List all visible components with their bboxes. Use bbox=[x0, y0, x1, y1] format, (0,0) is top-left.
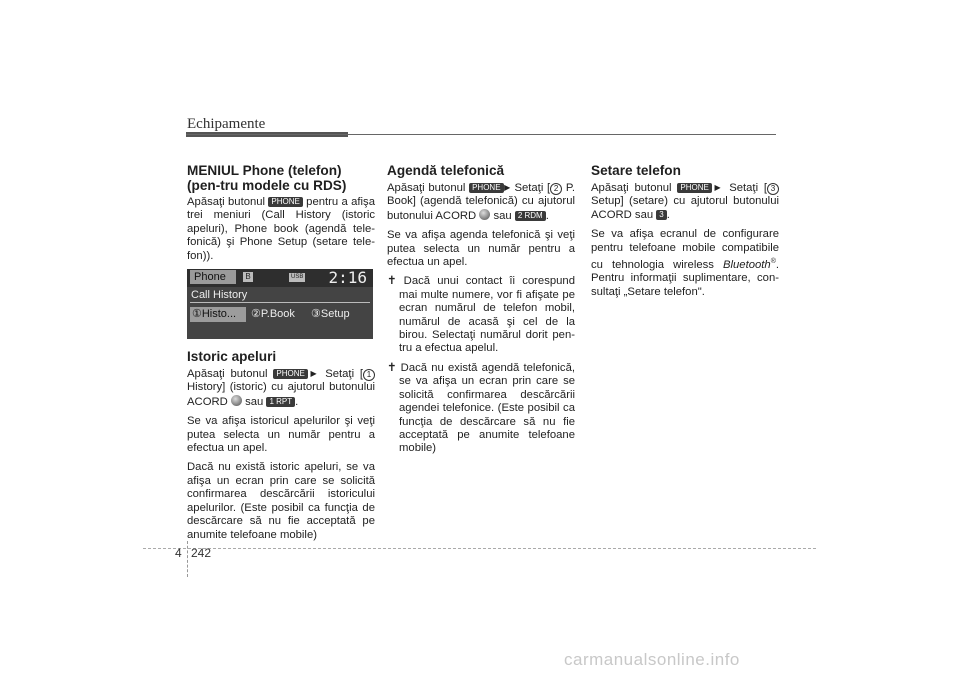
heading-call-history: Istoric apeluri bbox=[187, 349, 277, 365]
bullet-multiple-numbers bbox=[387, 275, 575, 355]
paragraph-call-history-2: Se va afişa istoricul apelurilor şi veţi putea selecta un număr pentru a efectua un apel. bbox=[187, 415, 375, 455]
rdm-button-icon: 2 RDM bbox=[515, 211, 546, 221]
screen-menu-setup: ③Setup bbox=[311, 308, 350, 321]
screen-divider bbox=[190, 302, 370, 303]
footer-rule bbox=[143, 548, 816, 550]
heading-phone-setup: Setare telefon bbox=[591, 163, 681, 178]
text: Apăsaţi butonul bbox=[591, 182, 672, 194]
text: Setaţi [ bbox=[729, 182, 768, 194]
text: Dacă nu există agendă telefonică, se va afişa un ecran prin care se solicită confirmarea descărcării agendei telefonice. (Este posibil ca funcţia de descărcare să nu fie acceptată pe anumite telefoane mobile) bbox=[399, 361, 576, 455]
text: Setup] (setare) cu ajutorul butonului ACORD sau bbox=[591, 195, 779, 221]
text: sau bbox=[493, 209, 512, 222]
arrow-right-icon: ▶ bbox=[711, 183, 724, 192]
paragraph-call-history: Apăsaţi butonul PHONE ▶ Setaţi [ 1 History] (istoric) cu ajutorul butonului ACORD sau 1 RPT . bbox=[187, 368, 375, 408]
registered-mark: ® bbox=[770, 258, 776, 266]
text: Se va afişa ecranul de configurare pentru telefoane mobile compatibile cu tehnologia wireless bbox=[591, 228, 779, 272]
preset-three-button-icon: 3 bbox=[656, 210, 666, 220]
text: sau bbox=[245, 395, 264, 408]
screen-menu-phonebook: ②P.Book bbox=[251, 308, 295, 321]
arrow-right-icon: ▶ bbox=[307, 369, 320, 379]
column-phone-setup bbox=[591, 163, 779, 305]
circled-two-icon: 2 bbox=[550, 183, 562, 195]
paragraph-phone-menu bbox=[187, 196, 375, 263]
tune-knob-icon bbox=[231, 395, 242, 406]
arrow-right-icon: ▶ bbox=[503, 183, 511, 192]
text: Setaţi [ bbox=[514, 182, 551, 194]
display-screen bbox=[187, 269, 373, 339]
header-title: Echipamente bbox=[187, 116, 266, 132]
phone-button-icon: PHONE bbox=[268, 197, 302, 207]
bullet-icon: ✝ bbox=[387, 361, 401, 374]
page-number: 242 bbox=[191, 546, 212, 560]
screen-clock: 2:16 bbox=[328, 269, 367, 288]
circled-one-icon: 1 bbox=[363, 369, 375, 381]
chapter-number: 4 bbox=[175, 546, 182, 560]
text: Dacă unui contact îi corespund mai multe numere, vor fi afişate pe ecran numărul de telefon mobil, numărul de acasă şi cel de la birou. Selectaţi numărul dorit pen-tru a efectua apelul. bbox=[399, 275, 575, 355]
phone-button-icon: PHONE bbox=[677, 183, 711, 193]
screen-subtitle: Call History bbox=[191, 289, 248, 302]
header-rule bbox=[186, 134, 776, 135]
watermark: carmanualsonline.info bbox=[564, 650, 740, 669]
column-phonebook bbox=[387, 163, 575, 462]
paragraph-phone-setup-2: Se va afişa ecranul de configurare pentru telefoane mobile compatibile cu tehnologia wireless Bluetooth®. Pentru informaţii suplimentare, con-sultaţi „Setare telefon". bbox=[591, 228, 780, 298]
column-phone-menu bbox=[187, 163, 375, 548]
heading-phonebook: Agendă telefonică bbox=[387, 163, 505, 178]
text: Pentru informaţii suplimentare, con-sultaţi „Setare telefon". bbox=[591, 272, 779, 298]
paragraph-call-history-3: Dacă nu există istoric apeluri, se va afişa un ecran prin care se solicită confirmarea descărcării istoricului apelurilor. (Este posibil ca funcţia de descărcare să nu fie acceptată pe anumite telefoane mobile) bbox=[187, 461, 375, 541]
heading-phone-menu: MENIUL Phone (telefon) (pen-tru modele cu RDS) bbox=[187, 163, 347, 193]
screen-mode-label: Phone bbox=[190, 270, 236, 284]
tune-knob-icon bbox=[479, 209, 490, 220]
phone-button-icon: PHONE bbox=[469, 183, 503, 193]
bullet-icon: ✝ bbox=[387, 275, 404, 288]
footer-divider bbox=[187, 541, 189, 577]
text: Apăsaţi butonul bbox=[187, 196, 266, 208]
screen-menu-history: ①Histo... bbox=[190, 307, 246, 322]
text: Apăsaţi butonul bbox=[387, 182, 466, 194]
bluetooth-icon: B bbox=[243, 272, 253, 282]
bluetooth-text: Bluetooth bbox=[722, 259, 771, 272]
bullet-no-phonebook bbox=[387, 362, 575, 456]
text: Apăsaţi butonul bbox=[187, 368, 268, 381]
text: P. Book] (agendă telefonică) cu ajutorul butonului ACORD bbox=[387, 182, 576, 222]
circled-three-icon: 3 bbox=[767, 183, 779, 195]
text: pentru a afişa trei meniuri (Call History (istoric apeluri), Phone book (agendă tele-fonică) şi Phone Setup (setare tele-fon)). bbox=[187, 196, 375, 262]
text: History] (istoric) cu ajutorul butonului ACORD bbox=[187, 381, 375, 408]
usb-icon: USB bbox=[291, 274, 304, 281]
text: Setaţi [ bbox=[325, 368, 364, 381]
paragraph-phonebook-2: Se va afişa agenda telefonică şi veţi putea selecta un număr pentru a efectua un apel. bbox=[387, 229, 575, 269]
paragraph-phonebook: Apăsaţi butonul PHONE ▶ Setaţi [ 2 P. Book] (agendă telefonică) cu ajutorul butonului ACORD sau 2 RDM . bbox=[387, 182, 576, 222]
rpt-button-icon: 1 RPT bbox=[266, 397, 295, 407]
phone-button-icon: PHONE bbox=[273, 369, 307, 379]
paragraph-phone-setup: Apăsaţi butonul PHONE ▶ Setaţi [ 3 Setup] (setare) cu ajutorul butonului ACORD sau 3 . bbox=[591, 182, 779, 221]
